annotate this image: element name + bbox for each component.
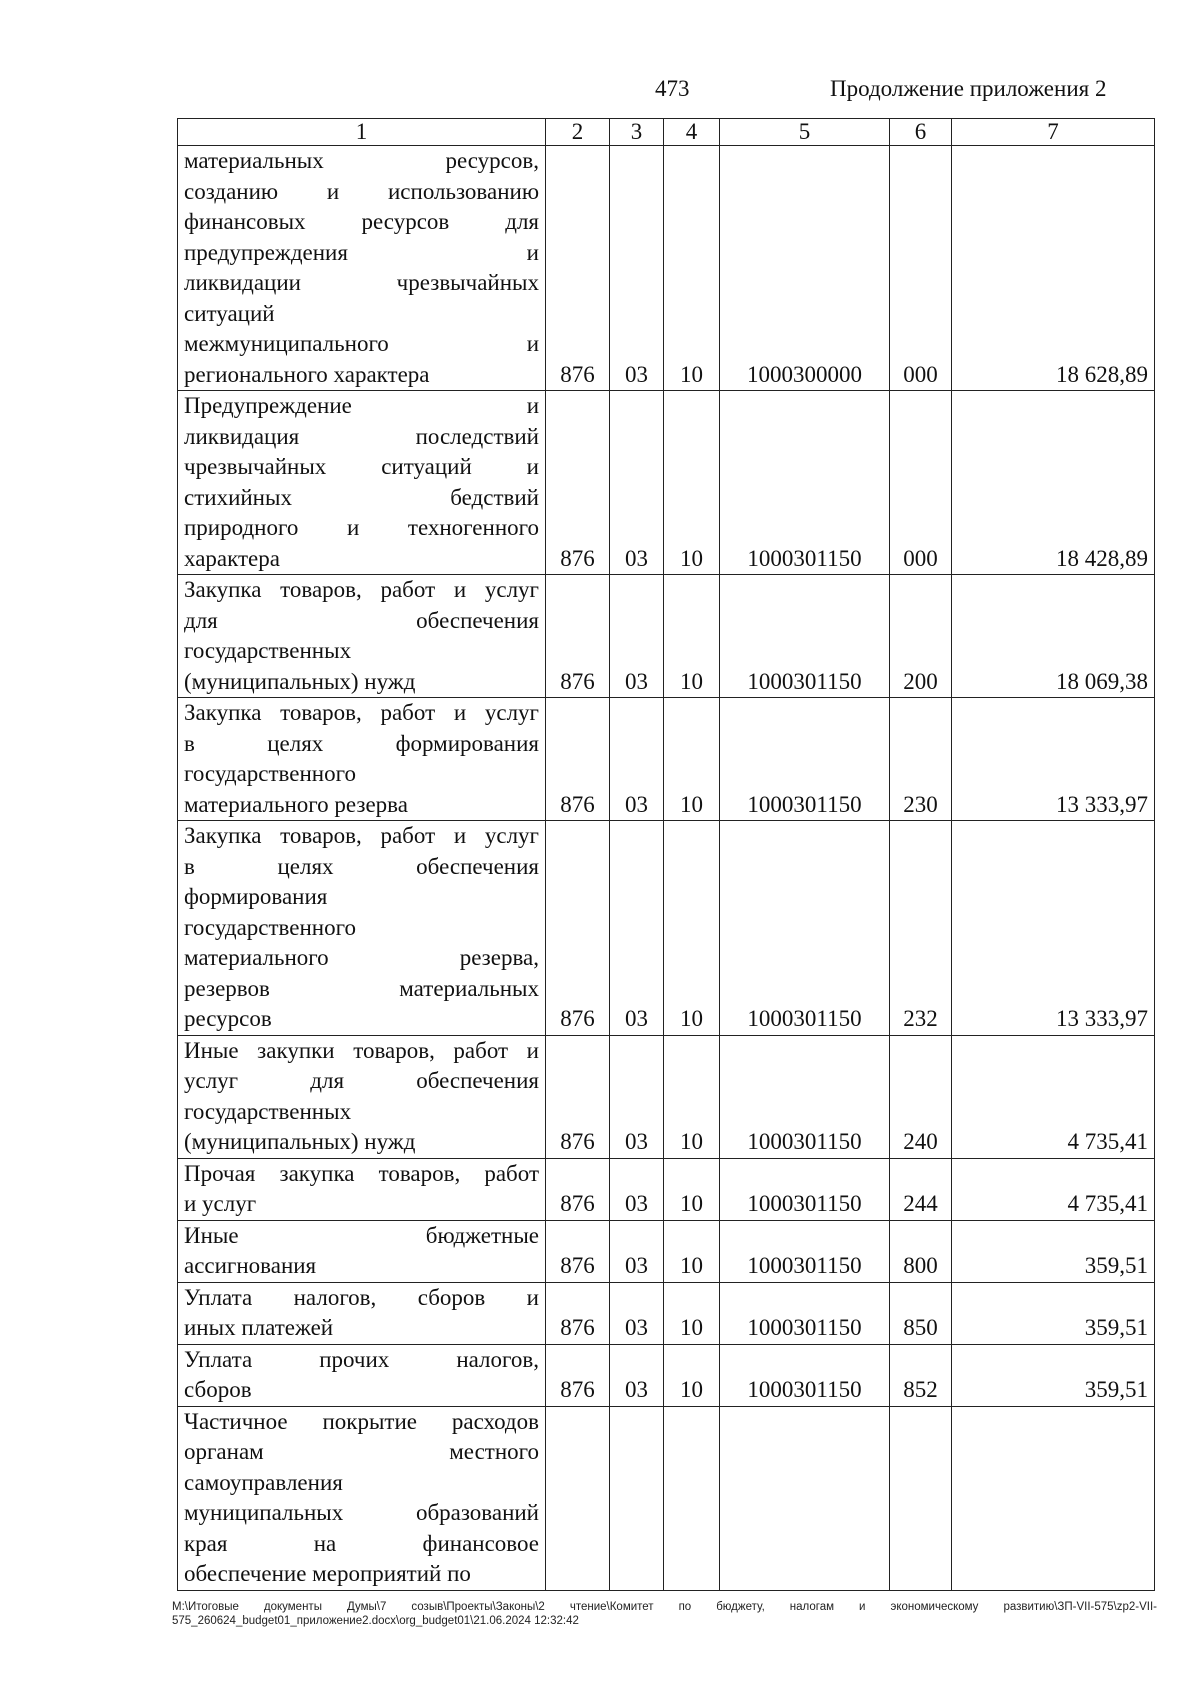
table-row xyxy=(178,575,1155,698)
description-line: иных платежей xyxy=(184,1315,334,1340)
column-header: 2 xyxy=(546,119,610,146)
target-article-cell: 1000301150 xyxy=(720,698,890,821)
row-description xyxy=(178,698,546,821)
expense-type-cell: 850 xyxy=(890,1282,952,1344)
description-line: самоуправления xyxy=(184,1469,343,1495)
description-line: Закупка товаров, работ и услуг xyxy=(184,700,539,725)
column-header: 4 xyxy=(664,119,720,146)
continuation-label: Продолжение приложения 2 xyxy=(830,76,1107,101)
description-line: ассигнования xyxy=(184,1253,317,1278)
row-description xyxy=(178,1035,546,1158)
ministry-code-cell: 876 xyxy=(546,1282,610,1344)
description-line: услуг для обеспечения xyxy=(184,1068,539,1093)
section-code-cell: 03 xyxy=(610,1344,664,1406)
target-article-cell: 1000301150 xyxy=(720,1158,890,1220)
budget-table xyxy=(177,118,1155,1591)
section-code-cell: 03 xyxy=(610,1282,664,1344)
amount-cell: 13 333,97 xyxy=(952,821,1155,1036)
description-line: чрезвычайных ситуаций и xyxy=(184,454,539,479)
amount-cell: 359,51 xyxy=(952,1220,1155,1282)
table-row xyxy=(178,821,1155,1036)
target-article-cell xyxy=(720,1406,890,1590)
target-article-cell: 1000301150 xyxy=(720,391,890,575)
description-line: ликвидации чрезвычайных xyxy=(184,270,539,295)
section-code-cell: 03 xyxy=(610,1158,664,1220)
description-line: материального резерва xyxy=(184,791,408,817)
target-article-cell: 1000301150 xyxy=(720,821,890,1036)
subsection-code-cell: 10 xyxy=(664,146,720,391)
expense-type-cell: 000 xyxy=(890,391,952,575)
ministry-code-cell: 876 xyxy=(546,1220,610,1282)
row-description xyxy=(178,821,546,1036)
subsection-code-cell: 10 xyxy=(664,1158,720,1220)
table-row xyxy=(178,391,1155,575)
table-row xyxy=(178,146,1155,391)
subsection-code-cell: 10 xyxy=(664,698,720,821)
amount-cell: 359,51 xyxy=(952,1344,1155,1406)
ministry-code-cell: 876 xyxy=(546,1035,610,1158)
expense-type-cell: 800 xyxy=(890,1220,952,1282)
document-path-footer: M:\Итоговые документы Думы\7 созыв\Проекты\Законы\2 чтение\Комитет по бюджету, налогам и экономическому развитию\ЗП-VII-575\zp2-VII-575_260624_budget01_приложение2.docx\org_budget01\21.06.2024 12:32:42 xyxy=(172,1601,1157,1627)
page-number: 473 xyxy=(655,76,690,101)
expense-type-cell: 244 xyxy=(890,1158,952,1220)
description-line: материальных ресурсов, xyxy=(184,148,539,173)
section-code-cell: 03 xyxy=(610,698,664,821)
amount-cell: 18 428,89 xyxy=(952,391,1155,575)
description-line: межмуниципального и xyxy=(184,331,539,356)
description-line: Прочая закупка товаров, работ xyxy=(184,1160,539,1186)
ministry-code-cell: 876 xyxy=(546,146,610,391)
subsection-code-cell: 10 xyxy=(664,1282,720,1344)
ministry-code-cell xyxy=(546,1406,610,1590)
subsection-code-cell: 10 xyxy=(664,575,720,698)
description-line: предупреждения и xyxy=(184,239,539,265)
expense-type-cell: 200 xyxy=(890,575,952,698)
description-line: Иные закупки товаров, работ и xyxy=(184,1037,539,1063)
amount-cell xyxy=(952,1406,1155,1590)
description-line: в целях обеспечения xyxy=(184,853,539,879)
amount-cell: 18 628,89 xyxy=(952,146,1155,391)
amount-cell: 18 069,38 xyxy=(952,575,1155,698)
section-code-cell: 03 xyxy=(610,391,664,575)
description-line: в целях формирования xyxy=(184,730,539,756)
description-line: (муниципальных) нужд xyxy=(184,1129,416,1154)
amount-cell: 4 735,41 xyxy=(952,1158,1155,1220)
description-line: государственного xyxy=(184,914,356,940)
description-line: органам местного xyxy=(184,1439,539,1464)
target-article-cell: 1000301150 xyxy=(720,1344,890,1406)
ministry-code-cell: 876 xyxy=(546,391,610,575)
target-article-cell: 1000301150 xyxy=(720,1035,890,1158)
ministry-code-cell: 876 xyxy=(546,821,610,1036)
table-body xyxy=(178,146,1155,1591)
section-code-cell xyxy=(610,1406,664,1590)
table-row xyxy=(178,1282,1155,1344)
description-line: ситуаций xyxy=(184,300,275,326)
section-code-cell: 03 xyxy=(610,146,664,391)
section-code-cell: 03 xyxy=(610,821,664,1036)
description-line: (муниципальных) нужд xyxy=(184,668,416,694)
ministry-code-cell: 876 xyxy=(546,1344,610,1406)
description-line: резервов материальных xyxy=(184,975,539,1001)
expense-type-cell: 240 xyxy=(890,1035,952,1158)
description-line: созданию и использованию xyxy=(184,178,539,204)
amount-cell: 359,51 xyxy=(952,1282,1155,1344)
column-header: 5 xyxy=(720,119,890,146)
ministry-code-cell: 876 xyxy=(546,698,610,821)
subsection-code-cell xyxy=(664,1406,720,1590)
amount-cell: 4 735,41 xyxy=(952,1035,1155,1158)
section-code-cell: 03 xyxy=(610,575,664,698)
table-row xyxy=(178,698,1155,821)
subsection-code-cell: 10 xyxy=(664,1035,720,1158)
expense-type-cell: 232 xyxy=(890,821,952,1036)
section-code-cell: 03 xyxy=(610,1220,664,1282)
description-line: материального резерва, xyxy=(184,945,539,970)
table-row xyxy=(178,1344,1155,1406)
ministry-code-cell: 876 xyxy=(546,575,610,698)
description-line: для обеспечения xyxy=(184,607,539,633)
row-description xyxy=(178,1282,546,1344)
description-line: государственных xyxy=(184,1098,352,1124)
section-code-cell: 03 xyxy=(610,1035,664,1158)
expense-type-cell: 852 xyxy=(890,1344,952,1406)
ministry-code-cell: 876 xyxy=(546,1158,610,1220)
description-line: государственного xyxy=(184,761,356,786)
description-line: края на финансовое xyxy=(184,1530,539,1556)
row-description xyxy=(178,1158,546,1220)
row-description xyxy=(178,575,546,698)
description-line: Частичное покрытие расходов xyxy=(184,1408,539,1434)
description-line: Иные бюджетные xyxy=(184,1222,539,1248)
expense-type-cell: 230 xyxy=(890,698,952,821)
description-line: государственных xyxy=(184,638,352,663)
subsection-code-cell: 10 xyxy=(664,821,720,1036)
description-line: и услуг xyxy=(184,1191,257,1216)
description-line: формирования xyxy=(184,884,328,909)
description-line: муниципальных образований xyxy=(184,1500,539,1525)
amount-cell: 13 333,97 xyxy=(952,698,1155,821)
row-description xyxy=(178,1406,546,1590)
description-line: обеспечение мероприятий по xyxy=(184,1561,471,1586)
row-description xyxy=(178,391,546,575)
description-line: сборов xyxy=(184,1377,252,1402)
target-article-cell: 1000301150 xyxy=(720,575,890,698)
description-line: Закупка товаров, работ и услуг xyxy=(184,823,539,848)
column-header: 6 xyxy=(890,119,952,146)
column-header: 1 xyxy=(178,119,546,146)
description-line: Предупреждение и xyxy=(184,393,539,418)
expense-type-cell: 000 xyxy=(890,146,952,391)
table-row xyxy=(178,1158,1155,1220)
subsection-code-cell: 10 xyxy=(664,1220,720,1282)
table-row xyxy=(178,1220,1155,1282)
column-header: 3 xyxy=(610,119,664,146)
subsection-code-cell: 10 xyxy=(664,1344,720,1406)
description-line: характера xyxy=(184,545,280,571)
subsection-code-cell: 10 xyxy=(664,391,720,575)
description-line: ресурсов xyxy=(184,1006,272,1031)
expense-type-cell xyxy=(890,1406,952,1590)
description-line: ликвидация последствий xyxy=(184,423,539,449)
target-article-cell: 1000300000 xyxy=(720,146,890,391)
target-article-cell: 1000301150 xyxy=(720,1282,890,1344)
row-description xyxy=(178,146,546,391)
description-line: природного и техногенного xyxy=(184,515,539,540)
table-row xyxy=(178,1035,1155,1158)
row-description xyxy=(178,1220,546,1282)
description-line: Закупка товаров, работ и услуг xyxy=(184,577,539,602)
table-row xyxy=(178,1406,1155,1590)
description-line: регионального характера xyxy=(184,361,430,387)
target-article-cell: 1000301150 xyxy=(720,1220,890,1282)
row-description xyxy=(178,1344,546,1406)
description-line: Уплата налогов, сборов и xyxy=(184,1284,539,1310)
description-line: Уплата прочих налогов, xyxy=(184,1346,539,1372)
description-line: стихийных бедствий xyxy=(184,484,539,510)
table-header-row xyxy=(178,119,1155,146)
column-header: 7 xyxy=(952,119,1155,146)
description-line: финансовых ресурсов для xyxy=(184,209,539,234)
